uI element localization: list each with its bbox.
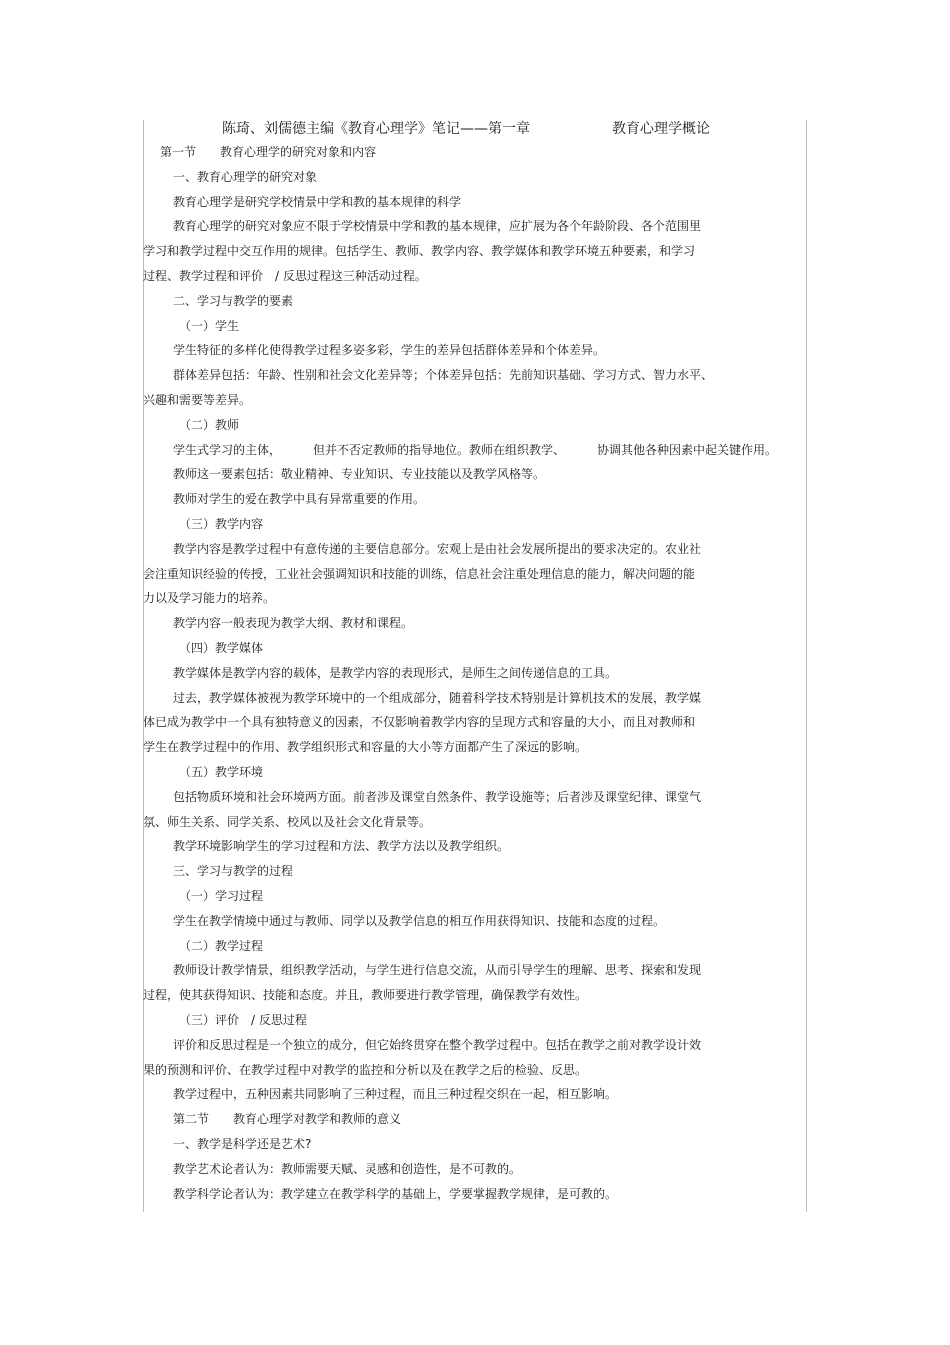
document-title — [222, 119, 782, 139]
text-line — [143, 738, 798, 756]
text-line — [143, 341, 828, 359]
text-line — [143, 565, 798, 583]
text-segment: 教学环境影响学生的学习过程和方法、教学方法以及教学组织。 — [173, 839, 510, 854]
text-segment: 学习和教学过程中交互作用的规律。包括学生、教师、教学内容、教学媒体和教学环境五种要素，和学习 — [143, 244, 696, 259]
text-segment: （二）教学过程 — [179, 938, 264, 953]
text-line — [143, 267, 798, 285]
text-segment: 一、教学是科学还是艺术? — [173, 1137, 312, 1151]
text-line — [143, 639, 834, 657]
text-segment: 兴趣和需要等差异。 — [143, 393, 252, 407]
text-line — [143, 837, 828, 855]
text-line — [143, 217, 828, 235]
text-line — [143, 1185, 828, 1203]
text-segment: 三、学习与教学的过程 — [173, 864, 294, 879]
title-main: 陈琦、刘儒德主编《教育心理学》笔记——第一章 — [222, 121, 530, 137]
text-line — [143, 465, 828, 483]
text-segment: 协调其他各种因素中起关键作用。 — [597, 442, 778, 457]
text-line — [143, 614, 828, 632]
text-segment: 群体差异包括：年龄、性别和社会文化差异等；个体差异包括：先前知识基础、学习方式、智力水平、 — [173, 368, 714, 383]
text-line — [143, 1160, 828, 1178]
text-segment: 力以及学习能力的培养。 — [143, 591, 276, 606]
text-segment: 但并不否定教师的指导地位。教师在组织教学、 — [313, 442, 566, 457]
text-line — [143, 416, 834, 434]
text-segment: 评价和反思过程是一个独立的成分，但它始终贯穿在整个教学过程中。包括在教学之前对教学设计效 — [173, 1037, 702, 1052]
text-line — [143, 986, 798, 1004]
text-line — [143, 961, 828, 979]
text-segment: 教育心理学是研究学校情景中学和教的基本规律的科学 — [173, 194, 462, 209]
text-line — [143, 589, 798, 607]
text-segment: 二、学习与教学的要素 — [173, 293, 294, 308]
text-segment: 过程、教学过程和评价 — [143, 269, 264, 283]
text-segment: 教育心理学的研究对象应不限于学校情景中学和教的基本规律，应扩展为各个年龄阶段、各个范围里 — [173, 219, 702, 234]
text-line — [143, 193, 828, 211]
text-line — [143, 689, 828, 707]
text-segment: （三）评价 — [179, 1013, 240, 1027]
text-line — [143, 664, 828, 682]
text-segment: 教学内容是教学过程中有意传递的主要信息部分。宏观上是由社会发展所提出的要求决定的。农业社 — [173, 541, 702, 556]
text-line — [143, 391, 798, 409]
text-segment: 果的预测和评价、在教学过程中对教学的监控和分析以及在教学之后的检验、反思。 — [143, 1062, 588, 1077]
text-line — [143, 813, 798, 831]
text-line — [143, 515, 834, 533]
text-line — [143, 317, 834, 335]
text-segment: 第二节 — [173, 1112, 210, 1127]
text-segment: 过程，使其获得知识、技能和态度。并且，教师要进行教学管理，确保教学有效性。 — [143, 988, 588, 1003]
text-segment: 教学过程中，五种因素共同影响了三种过程，而且三种过程交织在一起，相互影响。 — [173, 1087, 618, 1102]
text-segment: 第一节 — [160, 145, 197, 159]
text-segment: （一）学生 — [179, 318, 240, 333]
text-line — [143, 143, 815, 161]
text-line — [143, 1011, 834, 1029]
title-chapter: 教育心理学概论 — [612, 121, 710, 137]
text-segment: 体已成为教学中一个具有独特意义的因素，不仅影响着教学内容的呈现方式和容量的大小，而且对教师和 — [143, 715, 696, 730]
text-segment: 一、教育心理学的研究对象 — [173, 169, 318, 184]
text-segment: / 反思过程这三种活动过程。 — [275, 269, 427, 283]
text-line — [143, 168, 828, 186]
text-segment: （五）教学环境 — [179, 765, 264, 779]
text-line — [143, 713, 798, 731]
text-segment: 学生在教学过程中的作用、教学组织形式和容量的大小等方面都产生了深远的影响。 — [143, 740, 588, 755]
text-line — [143, 1036, 828, 1054]
text-line — [143, 912, 828, 930]
text-line — [143, 1085, 828, 1103]
text-line — [143, 1135, 828, 1153]
text-line — [143, 1061, 798, 1079]
text-segment: 教师对学生的爱在教学中具有异常重要的作用。 — [173, 492, 426, 507]
text-segment: 教学内容一般表现为教学大纲、教材和课程。 — [173, 616, 414, 631]
text-segment: 会注重知识经验的传授，工业社会强调知识和技能的训练，信息社会注重处理信息的能力，解决问题的能 — [143, 566, 696, 581]
text-segment: 包括物质环境和社会环境两方面。前者涉及课堂自然条件、教学设施等；后者涉及课堂纪律、课堂气 — [173, 789, 702, 804]
text-segment: 教育心理学的研究对象和内容 — [220, 145, 377, 159]
text-segment: 教师设计教学情景，组织教学活动，与学生进行信息交流，从而引导学生的理解、思考、探索和发现 — [173, 963, 702, 978]
text-line — [143, 1110, 828, 1128]
text-segment: （四）教学媒体 — [179, 641, 264, 655]
text-line — [143, 441, 828, 459]
text-segment: 教学媒体是教学内容的载体，是教学内容的表现形式，是师生之间传递信息的工具。 — [173, 665, 618, 680]
text-segment: 氛、师生关系、同学关系、校风以及社会文化背景等。 — [143, 814, 432, 829]
text-segment: 学生式学习的主体， — [173, 442, 282, 457]
text-line — [143, 862, 828, 880]
text-segment: / 反思过程 — [251, 1013, 307, 1027]
text-segment: （三）教学内容 — [179, 517, 264, 531]
text-segment: 教育心理学对教学和教师的意义 — [233, 1112, 402, 1127]
text-segment: 教师这一要素包括：敬业精神、专业知识、专业技能以及教学风格等。 — [173, 467, 546, 482]
text-line — [143, 366, 828, 384]
text-line — [143, 242, 798, 260]
text-segment: （一）学习过程 — [179, 889, 264, 903]
text-line — [143, 490, 828, 508]
text-line — [143, 540, 828, 558]
text-line — [143, 763, 834, 781]
text-segment: （二）教师 — [179, 417, 240, 432]
text-segment: 过去，教学媒体被视为教学环境中的一个组成部分，随着科学技术特别是计算机技术的发展，教学媒 — [173, 690, 702, 705]
text-line — [143, 887, 834, 905]
text-line — [143, 788, 828, 806]
text-segment: 学生特征的多样化使得教学过程多姿多彩，学生的差异包括群体差异和个体差异。 — [173, 343, 606, 358]
text-segment: 学生在教学情境中通过与教师、同学以及教学信息的相互作用获得知识、技能和态度的过程。 — [173, 913, 666, 928]
text-line — [143, 937, 834, 955]
text-line — [143, 292, 828, 310]
text-segment: 教学艺术论者认为：教师需要天赋、灵感和创造性，是不可教的。 — [173, 1161, 522, 1176]
text-segment: 教学科学论者认为：教学建立在教学科学的基础上，学要掌握教学规律，是可教的。 — [173, 1186, 618, 1201]
